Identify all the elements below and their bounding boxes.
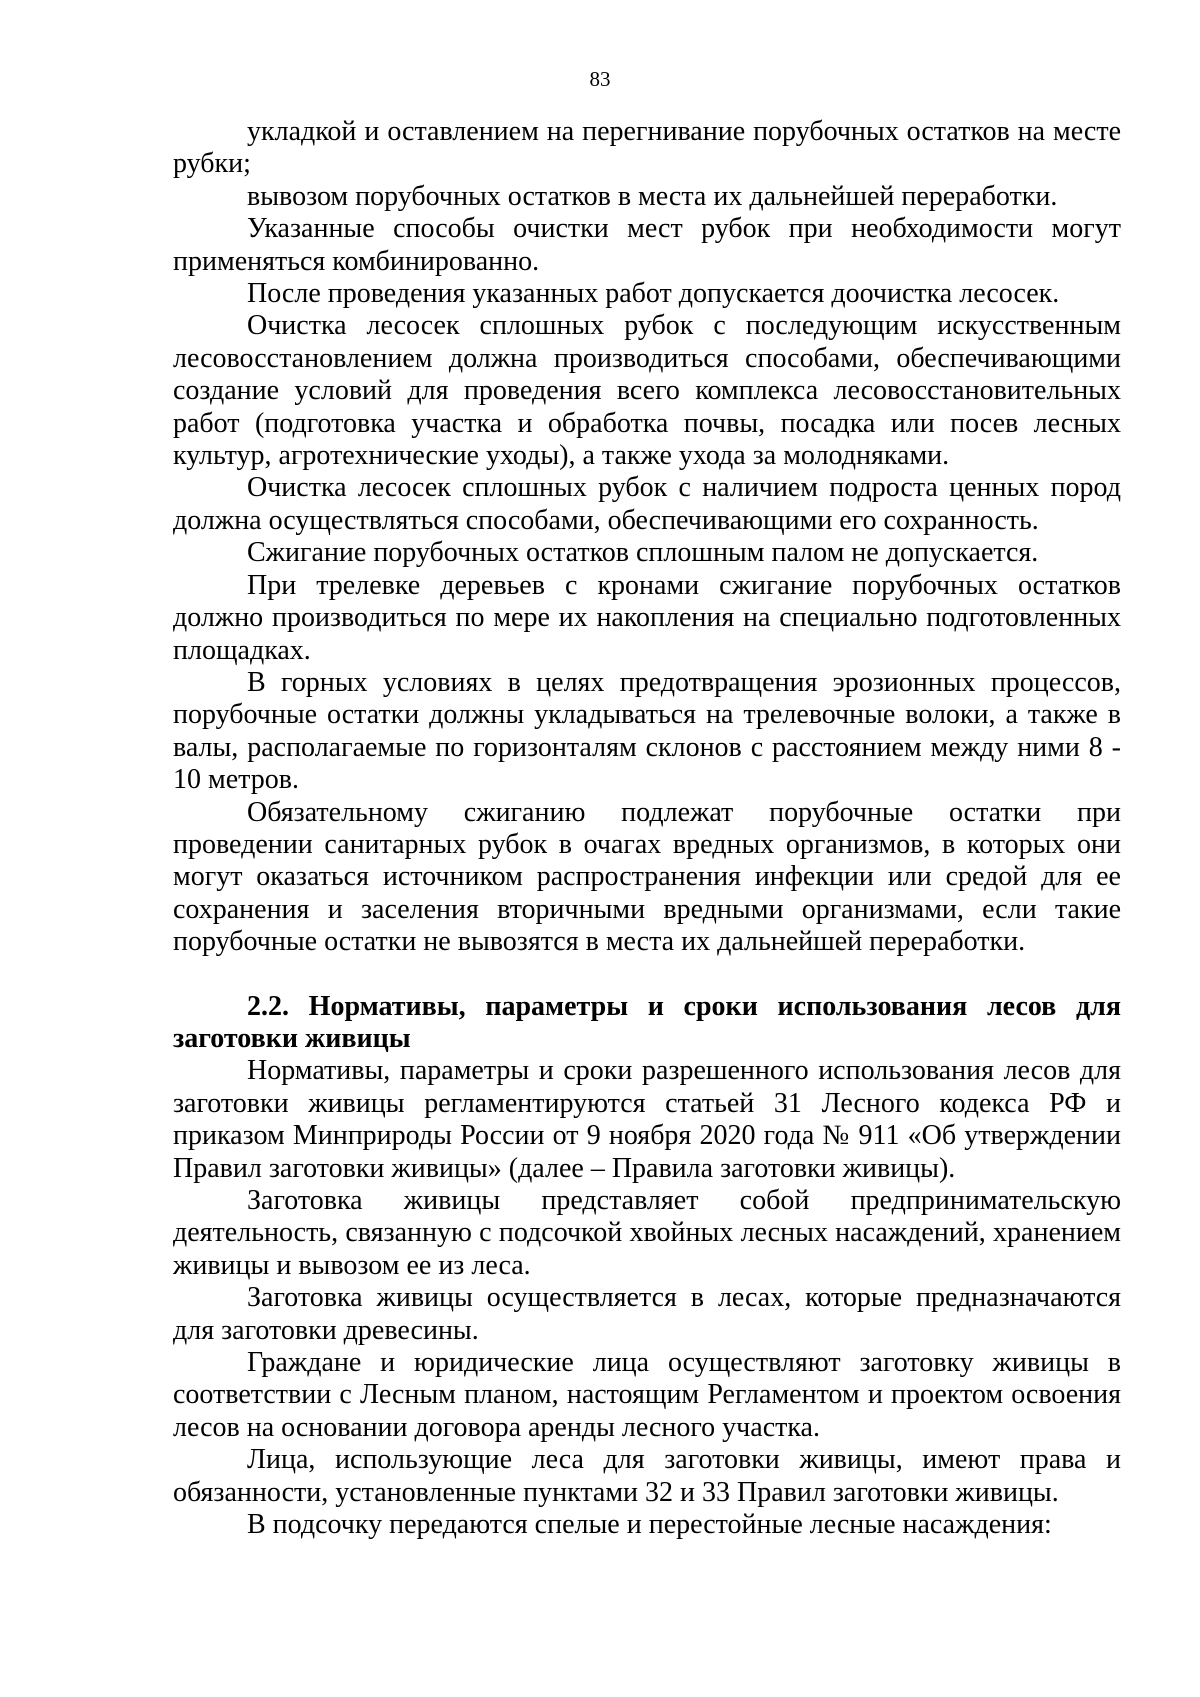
paragraph: Лица, использующие леса для заготовки живицы, имеют права и обязанности, установленные пунктами 32 и 33 Правил заготовки живицы. (173, 1444, 1121, 1508)
paragraph: Указанные способы очистки мест рубок при необходимости могут применяться комбинированно. (173, 213, 1121, 277)
document-body (173, 116, 1121, 1541)
paragraph: Обязательному сжиганию подлежат порубочные остатки при проведении санитарных рубок в очагах вредных организмов, в которых они могут оказаться источником распространения инфекции или средой для ее сохранения и заселения вторичными вредными организмами, если такие порубочные остатки не вывозятся в места их дальнейшей переработки. (173, 796, 1121, 958)
paragraph: В горных условиях в целях предотвращения эрозионных процессов, порубочные остатки должны укладываться на трелевочные волоки, а также в валы, располагаемые по горизонталям склонов с расстоянием между ними 8 - 10 метров. (173, 666, 1121, 796)
paragraph: После проведения указанных работ допускается доочистка лесосек. (247, 278, 1060, 310)
paragraph: укладкой и оставлением на перегнивание порубочных остатков на месте рубки; (173, 116, 1121, 180)
paragraph: Нормативы, параметры и сроки разрешенного использования лесов для заготовки живицы регламентируются статьей 31 Лесного кодекса РФ и приказом Минприроды России от 9 ноября 2020 года № 911 «Об утверждении Правил заготовки живицы» (далее – Правила заготовки живицы). (173, 1055, 1121, 1184)
paragraph: Сжигание порубочных остатков сплошным палом не допускается. (247, 537, 1039, 569)
page-number: 83 (589, 67, 611, 91)
paragraph: В подсочку передаются спелые и перестойные лесные насаждения: (247, 1509, 1052, 1541)
section-heading: 2.2. Нормативы, параметры и сроки использования лесов для заготовки живицы (173, 990, 1121, 1054)
paragraph: Очистка лесосек сплошных рубок с наличием подроста ценных пород должна осуществляться способами, обеспечивающими его сохранность. (173, 472, 1121, 536)
paragraph: Заготовка живицы осуществляется в лесах, которые предназначаются для заготовки древесины. (173, 1282, 1121, 1346)
paragraph: Заготовка живицы представляет собой предпринимательскую деятельность, связанную с подсочкой хвойных лесных насаждений, хранением живицы и вывозом ее из леса. (173, 1185, 1121, 1281)
paragraph: При трелевке деревьев с кронами сжигание порубочных остатков должно производиться по мере их накопления на специально подготовленных площадках. (173, 569, 1121, 666)
paragraph: Граждане и юридические лица осуществляют заготовку живицы в соответствии с Лесным планом, настоящим Регламентом и проектом освоения лесов на основании договора аренды лесного участка. (173, 1347, 1121, 1443)
paragraph: Очистка лесосек сплошных рубок с последующим искусственным лесовосстановлением должна производиться способами, обеспечивающими создание условий для проведения всего комплекса лесовосстановительных работ (подготовка участка и обработка почвы, посадка или посев лесных культур, агротехнические уходы), а также ухода за молодняками. (173, 310, 1121, 472)
paragraph: вывозом порубочных остатков в места их дальнейшей переработки. (247, 180, 1058, 212)
